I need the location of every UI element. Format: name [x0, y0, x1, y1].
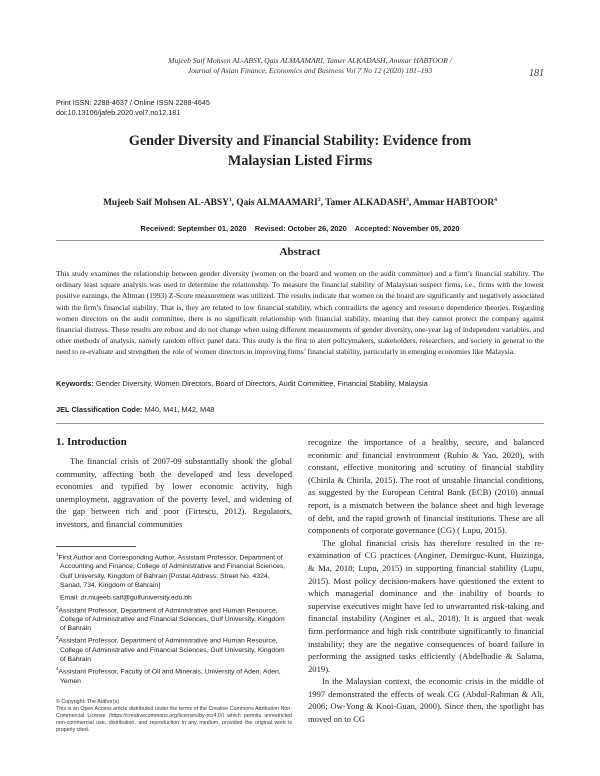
footnote-text: Assistant Professor, Department of Administrative and Human Resource, College of Administrative and Financial Sciences, Gulf University, Kingdom of Bahrain — [58, 637, 285, 664]
author-separator: , — [231, 198, 237, 209]
footnote — [56, 550, 292, 590]
abstract-text: This study examines the relationship between gender diversity (women on the board and women on the audit committee) and a firm’s financial stability. The ordinary least square analysis was used to determine the relationship. To measure the financial stability of Malaysian suspect firms, i.e., firms with the lowest positive earnings, the Altman (1993) Z-Score measurement was utilized. The results indicate that women on the board are significantly and negatively associated with the firm’s financial stability. That is, they are related to low financial stability, which contradicts the agency and resource dependence theories. Regarding women directors on the audit committee, there is no significant relationship with financial stability, meaning that they cannot protect the company against financial distress. These results are robust and do not change when using different measurements of gender diversity, one-year lag of independent variables, and other methods of analysis, namely random effect panel data. This study is the first to alert policymakers, stakeholders, researchers, and society in general to the need to re-evaluate and strengthen the role of women directors in improving firms’ financial stability, particularly in emerging economies like Malaysia. — [56, 269, 544, 357]
footnote-text: Assistant Professor, Department of Administrative and Human Resource, College of Administrative and Financial Sciences, Gulf University, Kingdom of Bahrain — [58, 606, 285, 633]
copyright-notice — [56, 699, 292, 734]
footnote — [56, 664, 292, 686]
jel-classification — [56, 405, 544, 415]
intro-paragraph-1: The financial crisis of 2007-09 substantially shook the global community, affecting both the developed and less developed economies and typified by lower economic activity, high unemployment, aggravation of the poverty level, and widening of the gap between rich and poor (Firtescu, 2012). Regulators, investors, and financial communities — [56, 456, 292, 529]
footnote-text: First Author and Corresponding Author. Assistant Professor, Department of Accounting and Finance, College of Administrative and Financial Sciences, Gulf University, Kingdom of Bahrain [Postal Address: Street No. 4324, Sanad, 734, Kingdom of Bahrain] — [58, 554, 286, 589]
author-separator: , — [408, 198, 414, 209]
footnote-marker: 2 — [56, 604, 59, 610]
author-name: Ammar HABTOOR — [413, 198, 495, 209]
running-head — [100, 56, 520, 76]
author-name: Tamer ALKADASH — [325, 198, 407, 209]
author-separator: , — [320, 198, 326, 209]
keywords-text: Gender Diversity, Women Directors, Board of Directors, Audit Committee, Financial Stability, Malaysia — [93, 379, 428, 388]
keywords-label: Keywords: — [56, 379, 94, 388]
footnote-marker: 3 — [56, 635, 59, 641]
left-column — [56, 436, 292, 531]
page-number: 181 — [529, 68, 544, 79]
jel-label: JEL Classification Code: — [56, 405, 143, 414]
divider-bottom — [56, 423, 544, 424]
jel-codes: M40, M41, M42, M48 — [142, 405, 215, 414]
author-name: Mujeeb Saif Mohsen AL-ABSY — [103, 198, 229, 209]
article-title — [60, 131, 540, 171]
license-text: This is an Open Access article distributed under the terms of the Creative Commons Attribution Non-Commercial License (https://creativecommons.org/licenses/by-nc/4.0/) which permits unrestricted non-commercial use, distribution, and reproduction in any medium, provided the original work is properly cited. — [56, 706, 292, 733]
footnote-text[interactable]: Email: dr.mujeeb.saif@gulfuniversity.edu.bh — [60, 594, 192, 602]
keywords — [56, 379, 544, 389]
intro-paragraph-1-continued: recognize the importance of a healthy, secure, and balanced economic and financial environment (Rubio & Yao, 2020), with constant, effective monitoring and scrutiny of financial stability (Chirila & Chirila, 2015). The root of unstable financial conditions, as suggested by the European Central Bank (ECB) (2010) annual report, is a mismatch between the balance sheet and high leverage of debt, and the rapid growth of financial institutions. These are all components of corporate governance (CG) ( Lupu, 2015). — [308, 437, 544, 536]
running-head-journal: Journal of Asian Finance, Economics and Business Vol 7 No 12 (2020) 181–193 — [187, 66, 433, 75]
author-affiliation-marker: 4 — [494, 197, 497, 203]
section-heading-introduction: 1. Introduction — [56, 436, 127, 448]
author-affiliation-marker: 2 — [317, 197, 321, 203]
author-affiliation-marker: 3 — [406, 197, 409, 203]
running-head-authors: Mujeeb Saif Mohsen AL-ABSY, Qais ALMAAMARI, Tamer ALKADASH, Ammar HABTOOR / — [168, 56, 452, 65]
intro-paragraph-2: The global financial crisis has therefore resulted in the re-examination of CG practices (Anginer, Demirguc-Kunt, Huizinga, & Ma, 2018; Lupu, 2015) in supporting financial stability (Lupu, 2015). Most policy decision-makers have questioned the extent to which managerial dominance and the inability of boards to supervise executives might have led to unwarranted risk-taking and financial instability (Anginer et al., 2018). It is argued that weak firm performance and high risk contribute significantly to financial instability; they are the negative consequences of board failure in performing the assigned tasks efficiently (Abdelbadie & Salama, 2019). — [308, 537, 544, 674]
abstract-heading: Abstract — [279, 246, 321, 258]
dates-text: Received: September 01, 2020 Revised: October 26, 2020 Accepted: November 05, 2020 — [140, 224, 460, 233]
doi-link[interactable]: doi:10.13106/jafeb.2020.vol7.no12.181 — [56, 108, 181, 117]
title-line-1: Gender Diversity and Financial Stability: Evidence from — [128, 133, 472, 149]
copyright-line: © Copyright: The Author(s) — [56, 699, 119, 705]
footnote-text: Assistant Professor, Faculty of Oil and Minerals, University of Aden, Aden, Yemen — [58, 668, 281, 685]
author-affiliation-marker: 1 — [228, 197, 232, 203]
intro-paragraph-3: In the Malaysian context, the economic crisis in the middle of 1997 demonstrated the effects of weak CG (Abdul-Rahman & Ali, 2006; Ow-Yong & Kooi-Guan, 2000). Since then, the spotlight has moved on to CG — [308, 676, 544, 725]
footnote — [56, 603, 292, 634]
title-line-2: Malaysian Listed Firms — [227, 153, 373, 169]
author-name: Qais ALMAAMARI — [236, 198, 318, 209]
author-list — [60, 197, 540, 208]
footnote — [56, 633, 292, 664]
divider-top — [56, 240, 544, 241]
issn-block — [56, 98, 210, 118]
issn-line: Print ISSN: 2288-4637 / Online ISSN 2288-4645 — [56, 98, 210, 107]
right-column — [308, 436, 544, 726]
footnotes — [56, 546, 292, 686]
article-dates — [60, 224, 540, 233]
footnote-marker: 1 — [56, 552, 59, 557]
footnote-rule — [56, 546, 136, 547]
footnote — [56, 590, 292, 602]
footnote-list — [56, 550, 292, 686]
footnote-marker: 4 — [56, 666, 59, 672]
